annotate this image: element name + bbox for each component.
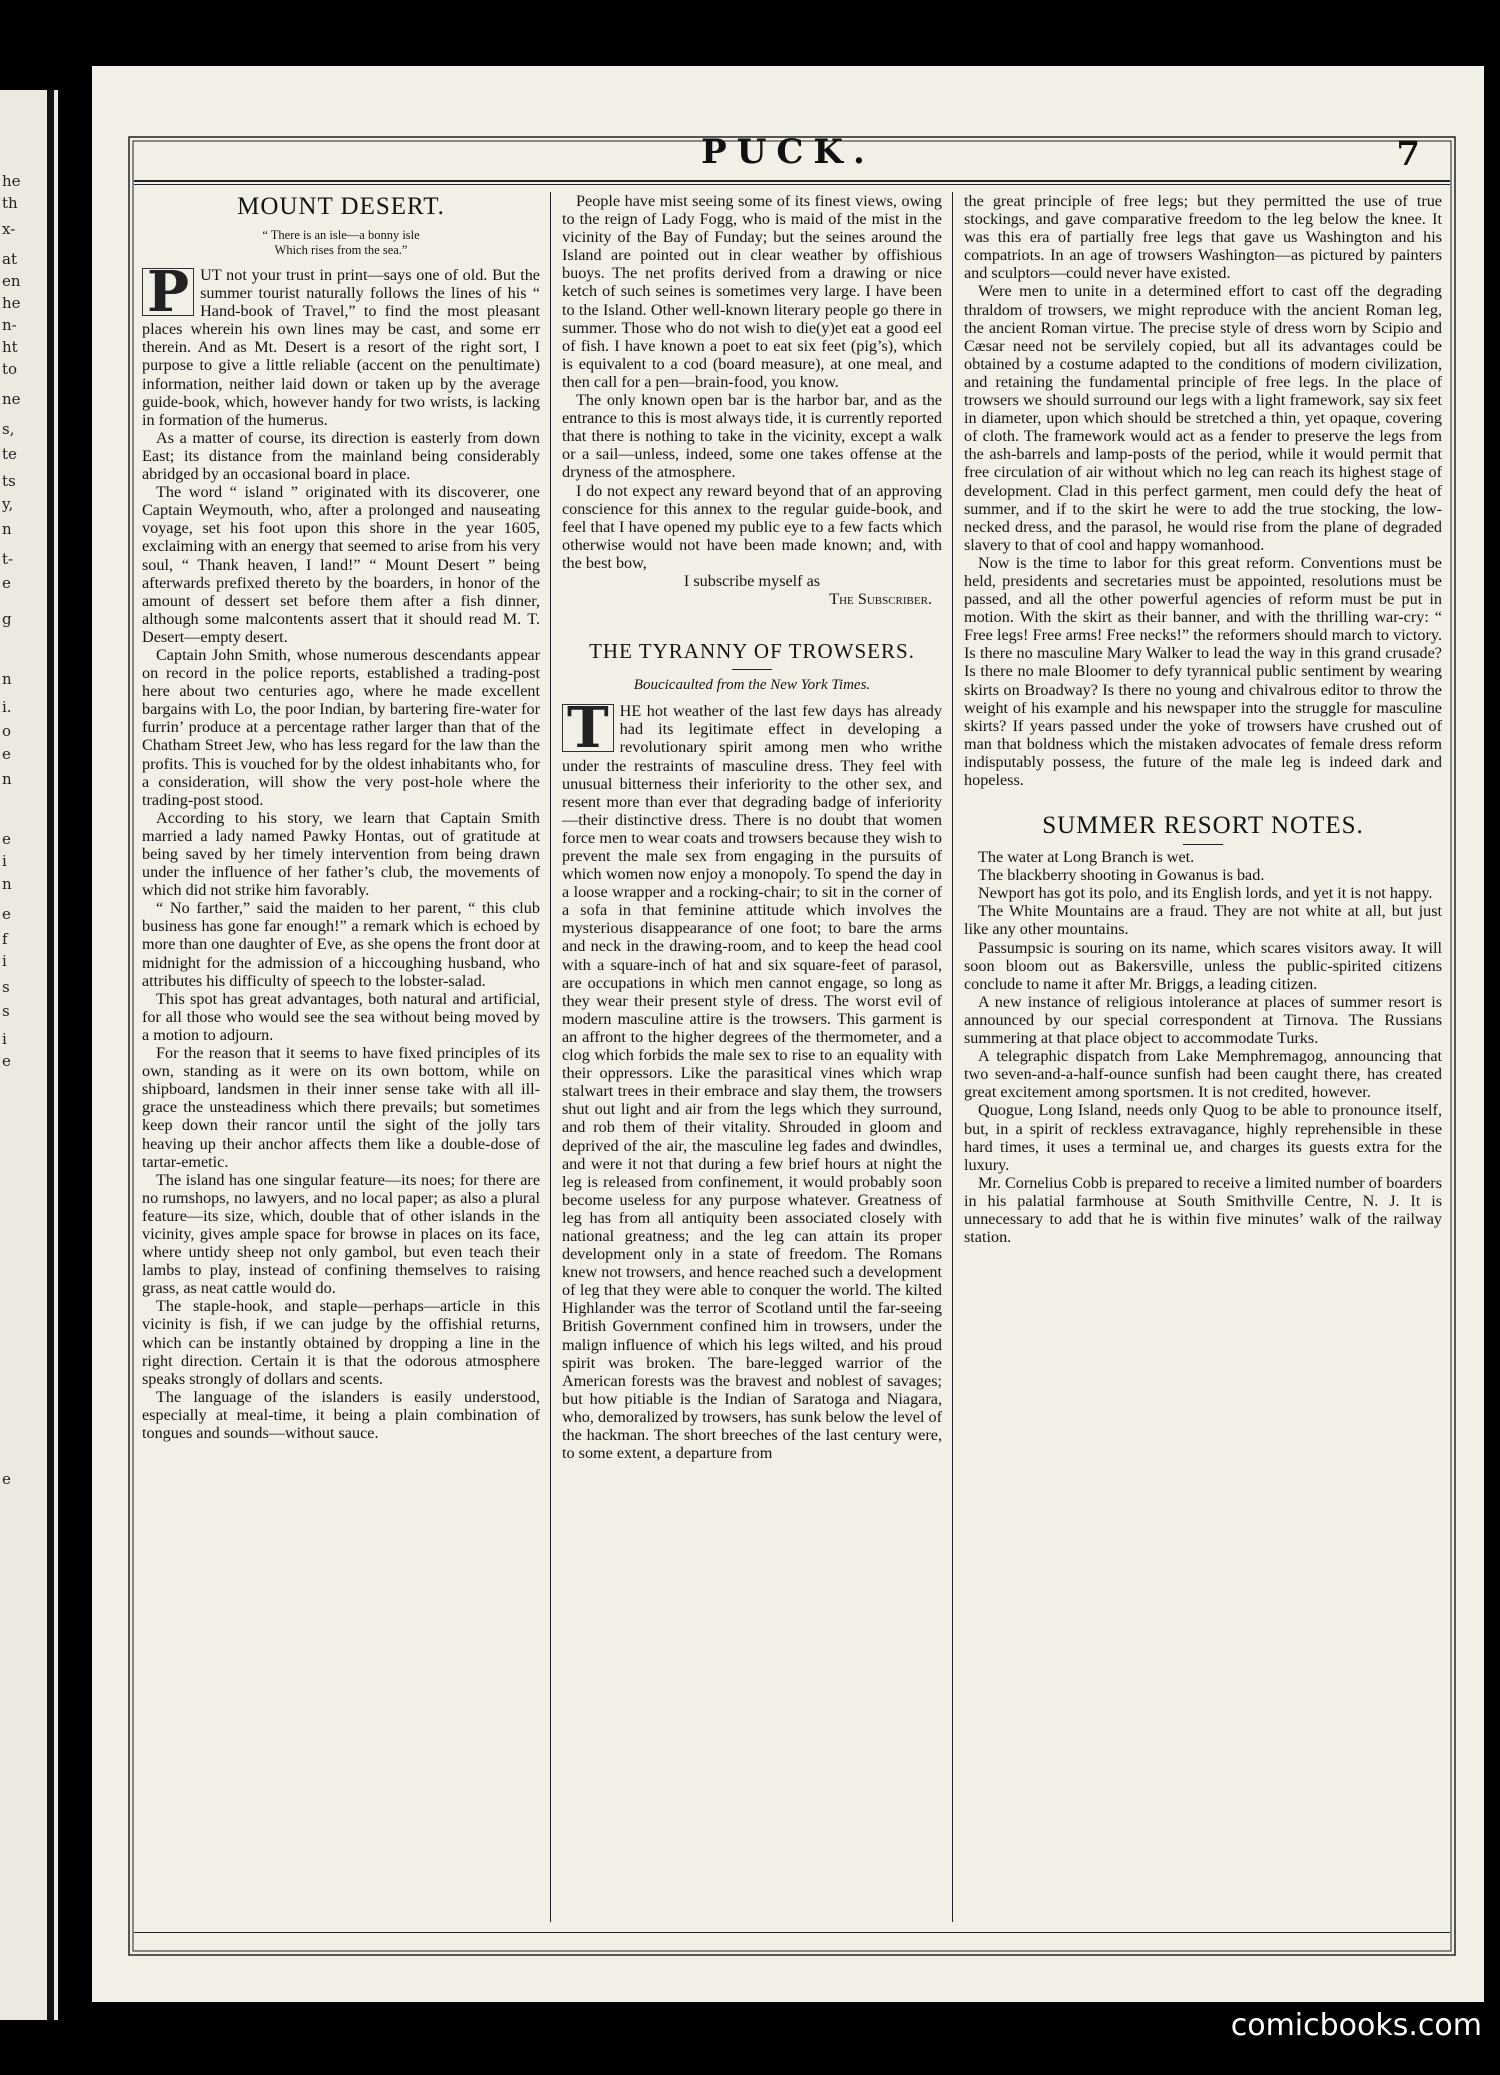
paragraph: Now is the time to labor for this great reform. Conventions must be held, presidents and secretaries must be appointed, resolutions must be passed, and all the other powerful agencies of reform must be put in motion. With the skirt as their banner, and with the thrilling war-cry: “ Free legs! Free arms! Free necks!” the reformers should march to victory. Is there no masculine Mary Walker to lead the way in this grand crusade? Is there no male Bloomer to defy tyrannical public sentiment by wearing skirts on Broadway? Is there no young and chivalrous editor to throw the weight of his example and his newspaper into the struggle for masculine skirts? If years passed under the yoke of trowsers have crushed out of man that boldness which the mistaken advocates of female dress reform indisputably possess, the future of the male leg is indeed dark and hopeless. <box>964 553 1442 789</box>
column-2 <box>562 192 942 1462</box>
adjacent-page-fragment: t- <box>2 550 14 568</box>
publication-title: PUCK. <box>701 132 875 172</box>
adjacent-page-fragment: th <box>2 194 18 212</box>
adjacent-page-fragment: f <box>2 930 8 948</box>
title-rule <box>732 669 772 670</box>
adjacent-page-fragment: te <box>2 445 17 463</box>
adjacent-page-fragment: e <box>2 745 11 763</box>
newspaper-page <box>92 66 1484 2002</box>
paragraph: HE hot weather of the last few days has already had its legitimate effect in developing a revolutionary spirit among men who writhe under the restraints of masculine dress. They feel with unusual bitterness their inferiority to the other sex, and resent more than ever that degrading badge of inferiority—their distinctive dress. There is no doubt that women force men to wear coats and trowsers because they wish to prevent the male sex from engaging in the pursuits of which women now enjoy a monopoly. To spend the day in a loose wrapper and a rocking-chair; to sit in the corner of a sofa in that feminine attitude which involves the mysterious disappearance of one foot; to bare the arms and neck in the drawing-room, and to keep the head cool with a square-inch of hat and six square-feet of parasol, are occupations in which men cannot engage, so long as they wear their present style of dress. The worst evil of modern masculine attire is the trowsers. This garment is an affront to the higher degrees of the thermometer, and a clog which forbids the male sex to rise to an equality with their oppressors. Like the parasitical vines which wrap stalwart trees in their embrace and slay them, the trowsers shut out light and air from the legs which they surround, and rob them of their vitality. Shrouded in gloom and deprived of the air, the masculine leg fades and dwindles, and were it not that during a few brief hours at night the leg is released from confinement, it would probably soon become useless for any purpose whatever. Greatness of leg has from all antiquity been associated closely with national greatness; and the leg can attain its proper development only in a state of freedom. The Romans knew not trowsers, and hence reached such a development of leg that they were able to conquer the world. The kilted Highlander was the terror of Scotland until the far-seeing British Government confined him in trowsers, under the malign influence of which his legs wilted, and his proud spirit was broken. The bare-legged warrior of the American forests was the bravest and noblest of savages; but how pitiable is the Indian of Saratoga and Niagara, who, demoralized by trowsers, has sunk below the level of the hackman. The short breeches of the last century were, to some extent, a departure from <box>562 702 942 1463</box>
drop-cap: P <box>142 268 194 316</box>
adjacent-page-fragment: n <box>2 875 12 893</box>
note: The water at Long Branch is wet. <box>978 848 1195 867</box>
note: Quogue, Long Island, needs only Quog to be able to pronounce itself, but, in a spirit of reckless extravagance, highly reprehensible in these hard times, it uses a terminal ue, and charges its guests extra for the luxury. <box>964 1101 1442 1174</box>
adjacent-page-fragment: n <box>2 520 12 538</box>
paragraph: UT not your trust in print—says one of old. But the summer tourist naturally follows the lines of his “ Hand-book of Travel,” to find the most pleasant places wherein his own lines may be cast, and some err therein. And as Mt. Desert is a resort of the right sort, I purpose to give a little reliable (accent on the penultimate) information, neither laid down or taken up by the average guide-book, which, however handy for two wrists, is lacking in formation of the humerus. <box>142 266 540 429</box>
signoff-line: I subscribe myself as <box>683 571 821 590</box>
adjacent-page-fragment: he <box>2 294 21 312</box>
paragraph: People have mist seeing some of its finest views, owing to the reign of Lady Fogg, who is maid of the mist in the vicinity of the Bay of Funday; but the seines around the Island are pointed out in clear weather by offishious buoys. The net profits derived from a drawing or nice ketch of such seines is sometimes very large. I have been to the Island. Other well-known literary people go there in summer. Those who do not wish to die(y)et eat a good eel of fish. I have known a poet to eat six feet (pig’s), which is equivalent to a cod (board measure), at one meal, and then call for a pen—brain-food, you know. <box>562 192 942 391</box>
paragraph: Captain John Smith, whose numerous descendants appear on record in the police reports, established a trading-post here about two centuries ago, where he made excellent bargains with Lo, the poor Indian, by bartering fire-water for furrin’ produce at a percentage rather larger than that of the Chatham Street Jew, who has less regard for the law than the profits. This is vouched for by the oldest inhabitants who, for a consideration, will show the very post-hole where the trading-post stood. <box>142 645 540 809</box>
adjacent-page-fragment: at <box>2 250 17 268</box>
title-rule <box>1183 844 1223 845</box>
adjacent-page-strip <box>0 90 58 2020</box>
page-number: 7 <box>1396 134 1420 174</box>
article-title: SUMMER RESORT NOTES. <box>1042 812 1364 840</box>
paragraph: I do not expect any reward beyond that of an approving conscience for this annex to the regular guide-book, and feel that I have opened my public eye to a few facts which otherwise would not have been made known; and, with the best bow, <box>562 481 942 572</box>
adjacent-page-fragment: e <box>2 574 11 592</box>
adjacent-page-fragment: n <box>2 670 12 688</box>
article-title: THE TYRANNY OF TROWSERS. <box>589 639 915 664</box>
note: Passumpsic is souring on its name, which scares visitors away. It will soon bloom out as Bakersville, unless the public-spirited citizens conclude to name it after Mr. Briggs, a leading citizen. <box>964 938 1442 993</box>
adjacent-page-fragment: g <box>2 610 12 628</box>
masthead <box>92 132 1484 182</box>
binding-edge <box>47 90 54 2020</box>
paragraph: The word “ island ” originated with its discoverer, one Captain Weymouth, who, after a prolonged and nauseating voyage, set his foot upon this shore in the year 1605, exclaiming with an energy that seemed to arise from his very soul, “ Thank heaven, I land!” “ Mount Desert ” being afterwards prefixed thereto by the boarders, in honor of the amount of dessert set before them after a fish dinner, although some malcontents assert that it should read M. T. Desert—empty desert. <box>142 483 540 646</box>
adjacent-page-fragment: i <box>2 852 7 870</box>
adjacent-page-fragment: s, <box>2 420 15 438</box>
adjacent-page-fragment: e <box>2 830 11 848</box>
paragraph: The only known open bar is the harbor bar, and as the entrance to this is most always tide, it is currently reported that there is nothing to take in the vicinity, except a walk or a sail—unless, indeed, some one takes offense at the dryness of the atmosphere. <box>562 391 942 482</box>
adjacent-page-fragment: s <box>2 1002 10 1020</box>
site-watermark: comicbooks.com <box>1230 2008 1482 2043</box>
adjacent-page-fragment: i <box>2 952 7 970</box>
adjacent-page-fragment: x- <box>2 220 16 238</box>
column-1 <box>142 192 540 1442</box>
adjacent-page-fragment: he <box>2 172 21 190</box>
adjacent-page-fragment: en <box>2 272 21 290</box>
paragraph: The staple-hook, and staple—perhaps—article in this vicinity is fish, if we can judge by the offishial returns, which can be instantly obtained by dropping a line in the right direction. Certain it is that the odorous atmosphere speaks strongly of dollars and scents. <box>142 1297 540 1388</box>
adjacent-page-fragment: n- <box>2 316 17 334</box>
article-title: MOUNT DESERT. <box>237 193 445 220</box>
paragraph: This spot has great advantages, both natural and artificial, for all those who would see the sea without being moved by a motion to adjourn. <box>142 989 540 1044</box>
paragraph: Were men to unite in a determined effort to cast off the degrading thraldom of trowsers, we might reproduce with the ancient Roman leg, the ancient Roman virtue. The precise style of dress worn by Scipio and Cæsar need not be servilely copied, but all its advantages could be obtained by a costume adapted to the conditions of modern civilization, and retaining the fundamental principle of free legs. In the place of trowsers we should surround our legs with a light framework, say six feet in diameter, upon which should be stretched a thin, yet opaque, covering of cloth. The framework would act as a fender to preserve the legs from the ash-barrels and lamp-posts of the period, while it would permit that free circulation of air without which no leg can reach its highest stage of development. Clad in this perfect garment, men could defy the heat of summer, and if to the skirt he were to add the true stocking, the low-necked dress, and the parasol, he would rise from the plane of degraded slavery to that of cool and happy womanhood. <box>964 282 1442 554</box>
adjacent-page-fragment: n <box>2 770 12 788</box>
paragraph: According to his story, we learn that Captain Smith married a lady named Pawky Hontas, out of gratitude at being saved by her timely intervention from being drawn under the influence of her father’s club, the movements of which did not strike him favorably. <box>142 808 540 900</box>
drop-cap: T <box>562 704 614 752</box>
column-divider <box>550 192 551 1922</box>
paragraph: The island has one singular feature—its noes; for there are no rumshops, no lawyers, and no local paper; as also a plural feature—its size, which, double that of other islands in the vicinity, gives ample space for browse in places on its face, where untidy sheep not only gambol, but even teach their lambs to play, instead of confining themselves to raising grass, as neat cattle would do. <box>142 1170 540 1298</box>
adjacent-page-fragment: o <box>2 722 12 740</box>
adjacent-page-fragment: y, <box>2 495 14 513</box>
note: The blackberry shooting in Gowanus is bad. <box>978 866 1265 885</box>
paragraph: As a matter of course, its direction is easterly from down East; its distance from the mainland being considerably abridged by an occasional board in place. <box>142 428 540 484</box>
adjacent-page-fragment: to <box>2 360 18 378</box>
note: Newport has got its polo, and its English lords, and yet it is not happy. <box>978 884 1433 903</box>
footer-rule <box>134 1932 1450 1933</box>
paragraph: For the reason that it seems to have fixed principles of its own, standing as it were on its own bottom, while on shipboard, landsmen in their inner sense take with all ill-grace the unsteadiness which there prevails; but sometimes keep down their rancor until the sight of the jolly tars heaving up their anchor affects them like a double-dose of tartar-emetic. <box>142 1044 540 1171</box>
adjacent-page-fragment: e <box>2 1470 11 1488</box>
header-rule <box>134 180 1450 182</box>
column-3 <box>964 192 1442 1246</box>
adjacent-page-fragment: s <box>2 978 10 996</box>
adjacent-page-fragment: i <box>2 1030 7 1048</box>
adjacent-page-fragment: ne <box>2 390 21 408</box>
note: The White Mountains are a fraud. They are not white at all, but just like any other mountains. <box>964 902 1442 939</box>
adjacent-page-fragment: e <box>2 1052 11 1070</box>
paragraph: “ No farther,” said the maiden to her parent, “ this club business has gone far enough!” a remark which is echoed by more than one daughter of Eve, as she opens the front door at midnight for the admission of a hiccoughing husband, who attributes his difficulty of speech to the lobster-salad. <box>142 899 540 990</box>
adjacent-page-fragment: e <box>2 905 11 923</box>
signature: The Subscriber. <box>829 590 932 609</box>
note: Mr. Cornelius Cobb is prepared to receive a limited number of boarders in his palatial farmhouse at South Smithville Centre, N. J. It is unnecessary to add that he is within five minutes’ walk of the railway station. <box>964 1173 1442 1247</box>
adjacent-page-fragment: i. <box>2 698 12 716</box>
article-subtitle: Boucicaulted from the New York Times. <box>633 677 871 694</box>
note: A telegraphic dispatch from Lake Memphremagog, announcing that two seven-and-a-half-ounce sunfish had been caught there, has created great excitement among sportsmen. It is not credited, however. <box>964 1047 1442 1102</box>
adjacent-page-fragment: ht <box>2 338 18 356</box>
note: A new instance of religious intolerance at places of summer resort is announced by our special correspondent at Tirnova. The Russians summering at that place object to accommodate Turks. <box>964 992 1442 1048</box>
column-divider <box>952 192 953 1922</box>
header-rule-thin <box>134 184 1450 185</box>
epigraph: “ There is an isle—a bonny isle Which rises from the sea.” <box>262 228 420 257</box>
adjacent-page-fragment: ts <box>2 472 16 490</box>
paragraph: the great principle of free legs; but they permitted the use of true stockings, and gave comparative freedom to the leg below the knee. It was this era of partially free legs that gave us Washington and his compatriots. In an age of trowsers Washington—as pictured by painters and sculptors—could never have existed. <box>964 192 1442 283</box>
paragraph: The language of the islanders is easily understood, especially at meal-time, it being a plain combination of tongues and sounds—without sauce. <box>142 1387 540 1442</box>
